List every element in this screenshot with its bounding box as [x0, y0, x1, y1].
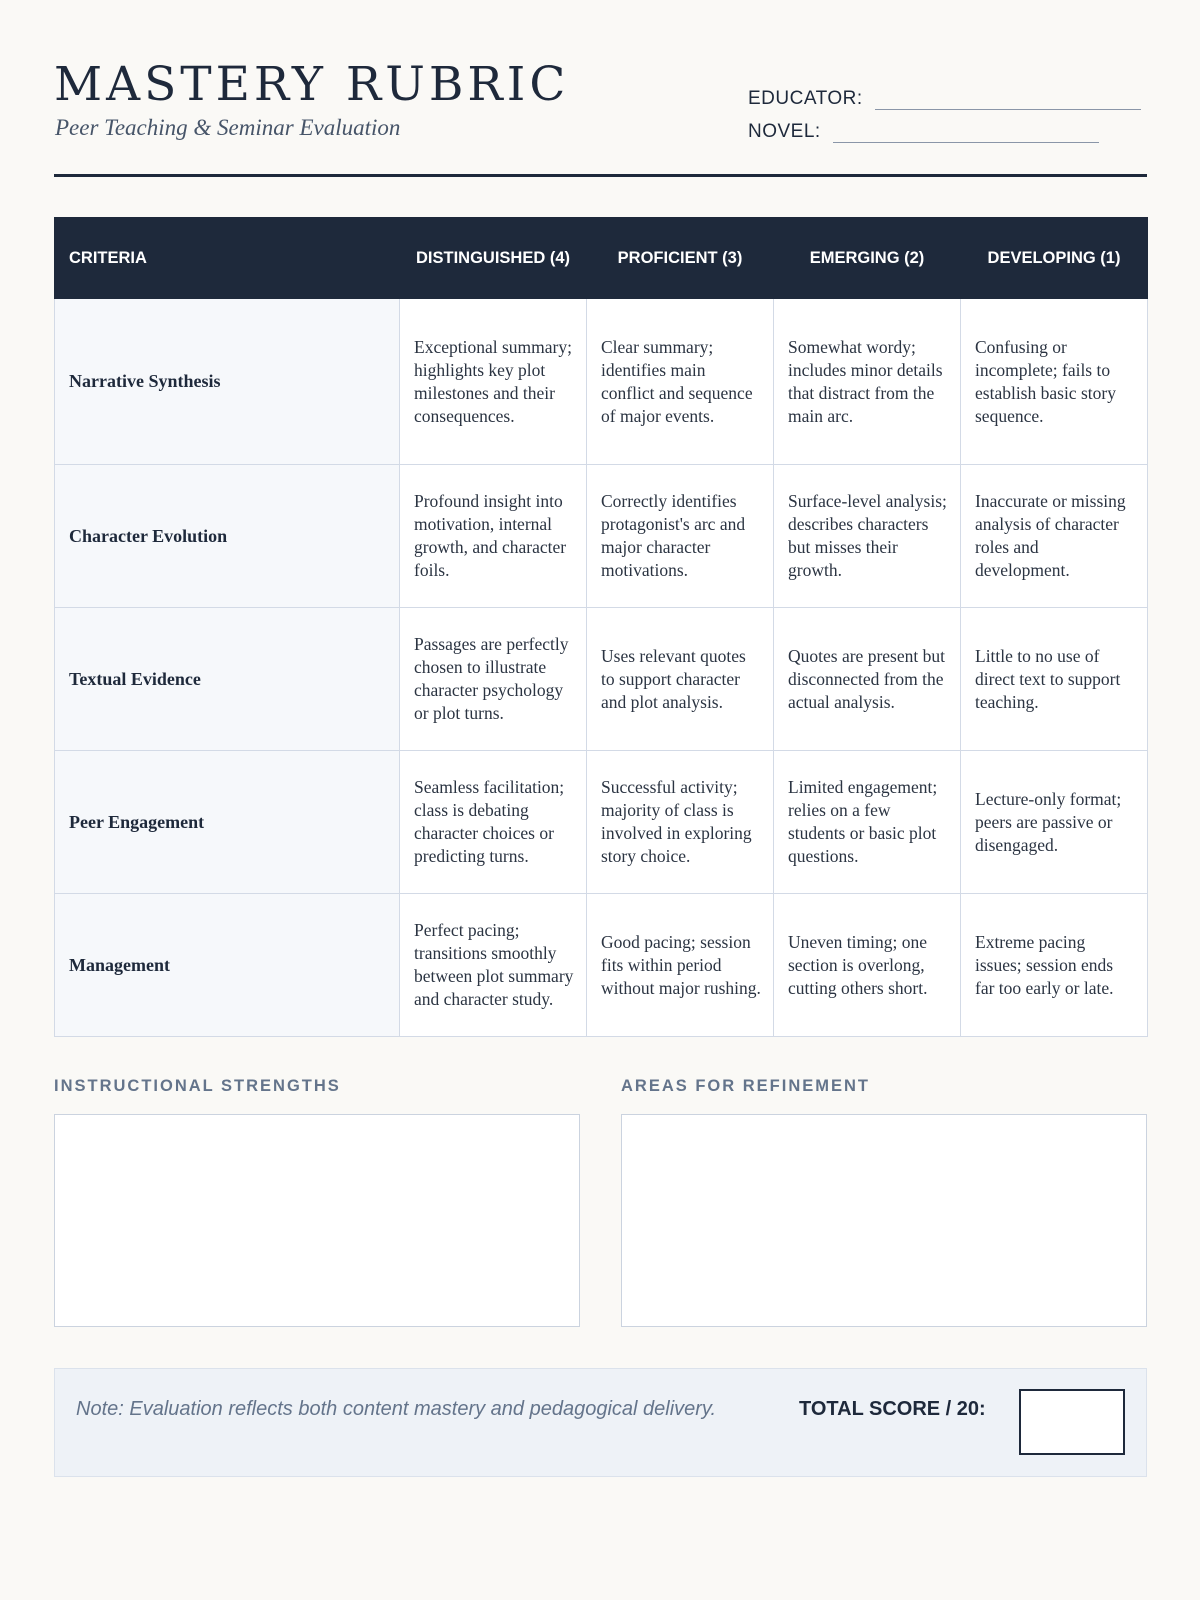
evaluation-note: Note: Evaluation reflects both content mastery and pedagogical delivery.: [76, 1398, 716, 1420]
educator-label: EDUCATOR:: [748, 88, 863, 109]
proficient-cell: Clear summary; identifies main conflict and sequence of major events.: [587, 299, 774, 465]
developing-cell: Extreme pacing issues; session ends far too early or late.: [961, 894, 1148, 1037]
emerging-cell: Uneven timing; one section is overlong, cutting others short.: [774, 894, 961, 1037]
criteria-cell: Character Evolution: [55, 465, 400, 608]
table-row: [55, 608, 1148, 751]
table-row: [55, 894, 1148, 1037]
table-row: [55, 751, 1148, 894]
emerging-cell: Somewhat wordy; includes minor details that distract from the main arc.: [774, 299, 961, 465]
criteria-cell: Management: [55, 894, 400, 1037]
distinguished-cell: Exceptional summary; highlights key plot milestones and their consequences.: [400, 299, 587, 465]
novel-input-line[interactable]: [833, 122, 1099, 143]
distinguished-cell: Perfect pacing; transitions smoothly between plot summary and character study.: [400, 894, 587, 1037]
developing-cell: Inaccurate or missing analysis of character roles and development.: [961, 465, 1148, 608]
total-score-input[interactable]: [1019, 1389, 1125, 1455]
strengths-heading: INSTRUCTIONAL STRENGTHS: [54, 1077, 341, 1095]
rubric-table: [54, 217, 1148, 1037]
distinguished-cell: Passages are perfectly chosen to illustrate character psychology or plot turns.: [400, 608, 587, 751]
proficient-cell: Uses relevant quotes to support character and plot analysis.: [587, 608, 774, 751]
column-header-distinguished: DISTINGUISHED (4): [400, 218, 587, 299]
novel-label: NOVEL:: [748, 121, 821, 142]
column-header-criteria: CRITERIA: [55, 218, 400, 299]
proficient-cell: Successful activity; majority of class is involved in exploring story choice.: [587, 751, 774, 894]
strengths-textarea[interactable]: [54, 1114, 580, 1327]
total-score-label: TOTAL SCORE / 20:: [799, 1398, 986, 1420]
table-row: [55, 299, 1148, 465]
table-row: [55, 465, 1148, 608]
novel-field: [748, 121, 1099, 143]
column-header-emerging: EMERGING (2): [774, 218, 961, 299]
score-footer: [54, 1368, 1147, 1477]
criteria-cell: Peer Engagement: [55, 751, 400, 894]
column-header-proficient: PROFICIENT (3): [587, 218, 774, 299]
column-header-developing: DEVELOPING (1): [961, 218, 1148, 299]
proficient-cell: Good pacing; session fits within period without major rushing.: [587, 894, 774, 1037]
criteria-cell: Textual Evidence: [55, 608, 400, 751]
educator-input-line[interactable]: [875, 89, 1141, 110]
proficient-cell: Correctly identifies protagonist's arc and major character motivations.: [587, 465, 774, 608]
table-header-row: [55, 218, 1148, 299]
page-title: MASTERY RUBRIC: [54, 57, 570, 112]
distinguished-cell: Profound insight into motivation, internal growth, and character foils.: [400, 465, 587, 608]
emerging-cell: Limited engagement; relies on a few students or basic plot questions.: [774, 751, 961, 894]
emerging-cell: Quotes are present but disconnected from the actual analysis.: [774, 608, 961, 751]
educator-field: [748, 88, 1141, 110]
page-subtitle: Peer Teaching & Seminar Evaluation: [55, 115, 401, 140]
distinguished-cell: Seamless facilitation; class is debating character choices or predicting turns.: [400, 751, 587, 894]
rubric-header: [54, 55, 1147, 177]
criteria-cell: Narrative Synthesis: [55, 299, 400, 465]
developing-cell: Little to no use of direct text to support teaching.: [961, 608, 1148, 751]
developing-cell: Confusing or incomplete; fails to establish basic story sequence.: [961, 299, 1148, 465]
refinement-textarea[interactable]: [621, 1114, 1147, 1327]
emerging-cell: Surface-level analysis; describes characters but misses their growth.: [774, 465, 961, 608]
refinement-heading: AREAS FOR REFINEMENT: [621, 1077, 871, 1095]
developing-cell: Lecture-only format; peers are passive or disengaged.: [961, 751, 1148, 894]
